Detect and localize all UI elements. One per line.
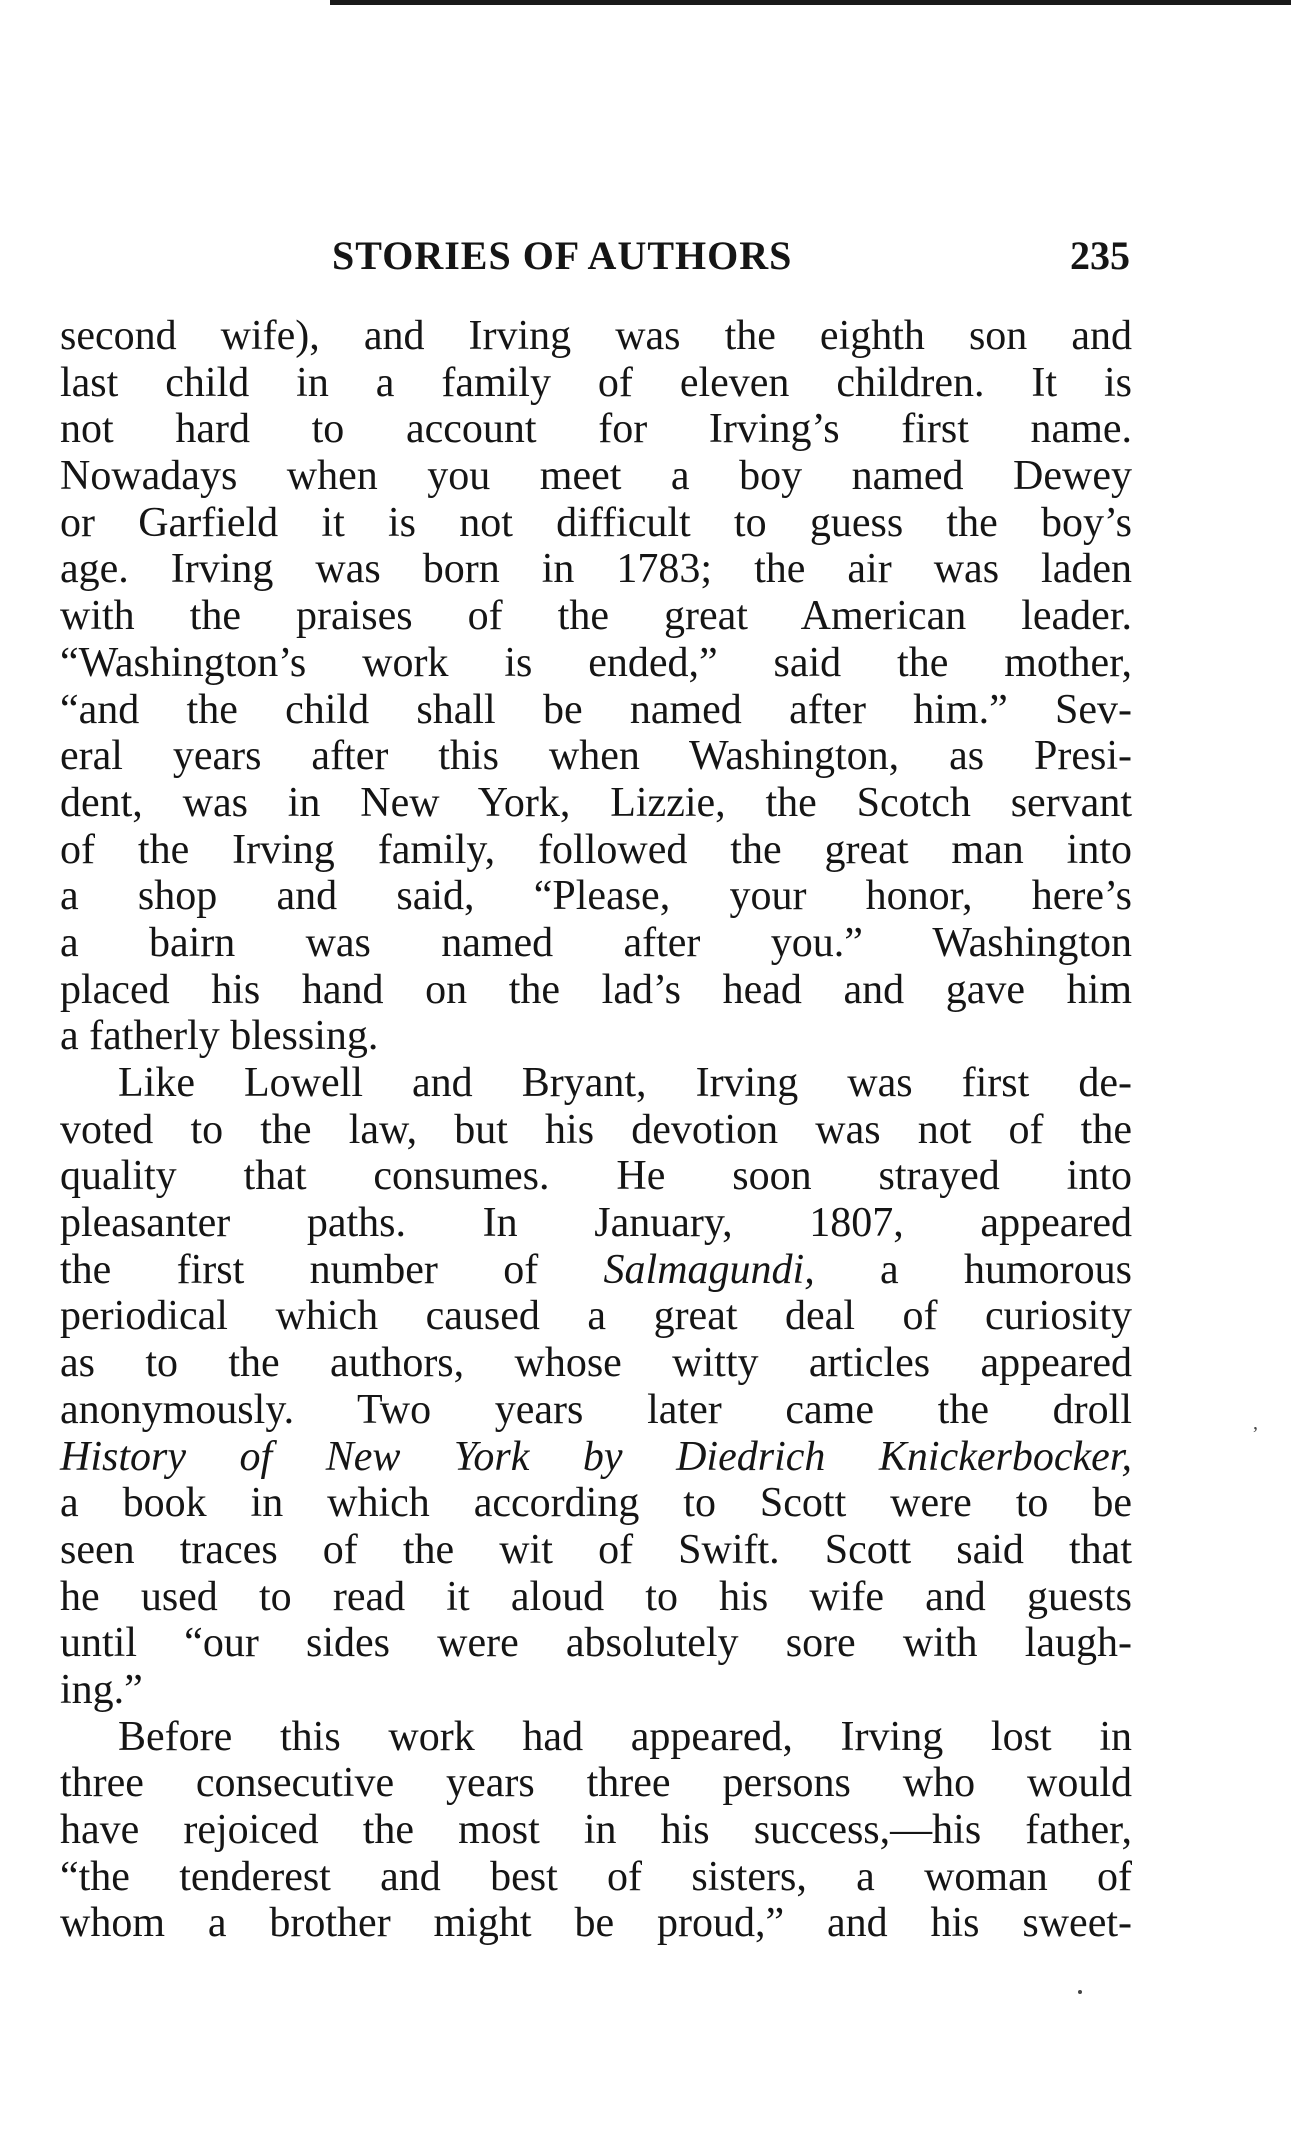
paragraph (60, 1060, 1132, 1714)
text-line: “and the child shall be named after him.” Sev- (60, 686, 1132, 733)
text-line: age. Irving was born in 1783; the air was laden (60, 546, 1132, 593)
text-line: not hard to account for Irving’s first name. (60, 406, 1132, 453)
italic-title: History of New York by Diedrich Knickerbocker, (60, 1433, 1132, 1480)
text-line (60, 1434, 1132, 1481)
text-line: a bairn was named after you.” Washington (60, 919, 1132, 966)
text-line: until “our sides were absolutely sore with laugh- (60, 1620, 1132, 1667)
text-line: or Garfield it is not difficult to guess the boy’s (60, 499, 1132, 546)
text-line: “Washington’s work is ended,” said the mother, (60, 639, 1132, 686)
body-text (60, 313, 1132, 1947)
text-line: placed his hand on the lad’s head and gave him (60, 966, 1132, 1013)
running-header (332, 232, 1130, 288)
page-number: 235 (1070, 233, 1130, 278)
paragraph (60, 313, 1132, 1060)
text-line: a book in which according to Scott were to be (60, 1480, 1132, 1527)
running-title: STORIES OF AUTHORS (332, 233, 793, 278)
stray-dot (1078, 1990, 1082, 1994)
text-line: of the Irving family, followed the great man into (60, 826, 1132, 873)
text-line: pleasanter paths. In January, 1807, appeared (60, 1200, 1132, 1247)
margin-mark: ‚ (1252, 1412, 1259, 1434)
italic-title: Salmagundi, (603, 1246, 815, 1293)
paragraph (60, 1714, 1132, 1947)
text-line: periodical which caused a great deal of curiosity (60, 1293, 1132, 1340)
text-line: eral years after this when Washington, as Presi- (60, 733, 1132, 780)
text-line: dent, was in New York, Lizzie, the Scotch servant (60, 779, 1132, 826)
text-line: Nowadays when you meet a boy named Dewey (60, 453, 1132, 500)
text-line: with the praises of the great American leader. (60, 593, 1132, 640)
text-line: anonymously. Two years later came the droll (60, 1386, 1132, 1433)
text-line: whom a brother might be proud,” and his sweet- (60, 1900, 1132, 1947)
text-line: Before this work had appeared, Irving lost in (118, 1713, 1132, 1760)
text-line: have rejoiced the most in his success,—his father, (60, 1807, 1132, 1853)
text-line: three consecutive years three persons who would (60, 1760, 1132, 1807)
top-edge-rule (330, 0, 1291, 5)
text-line: Like Lowell and Bryant, Irving was first de- (118, 1060, 1132, 1106)
text-line: a fatherly blessing. (60, 1013, 379, 1060)
text-line: “the tenderest and best of sisters, a woman of (60, 1853, 1132, 1900)
text-line: he used to read it aloud to his wife and guests (60, 1573, 1132, 1620)
text-line: ing.” (60, 1666, 143, 1713)
text-line: as to the authors, whose witty articles appeared (60, 1340, 1132, 1387)
text-line: last child in a family of eleven children. It is (60, 359, 1132, 406)
text-line: quality that consumes. He soon strayed into (60, 1153, 1132, 1200)
text-line: a shop and said, “Please, your honor, here’s (60, 873, 1132, 920)
text-line: voted to the law, but his devotion was not of the (60, 1106, 1132, 1153)
text-line: seen traces of the wit of Swift. Scott said that (60, 1526, 1132, 1573)
text-line: second wife), and Irving was the eighth son and (60, 313, 1132, 359)
text-line: the first number of Salmagundi, a humorous (60, 1246, 1132, 1293)
